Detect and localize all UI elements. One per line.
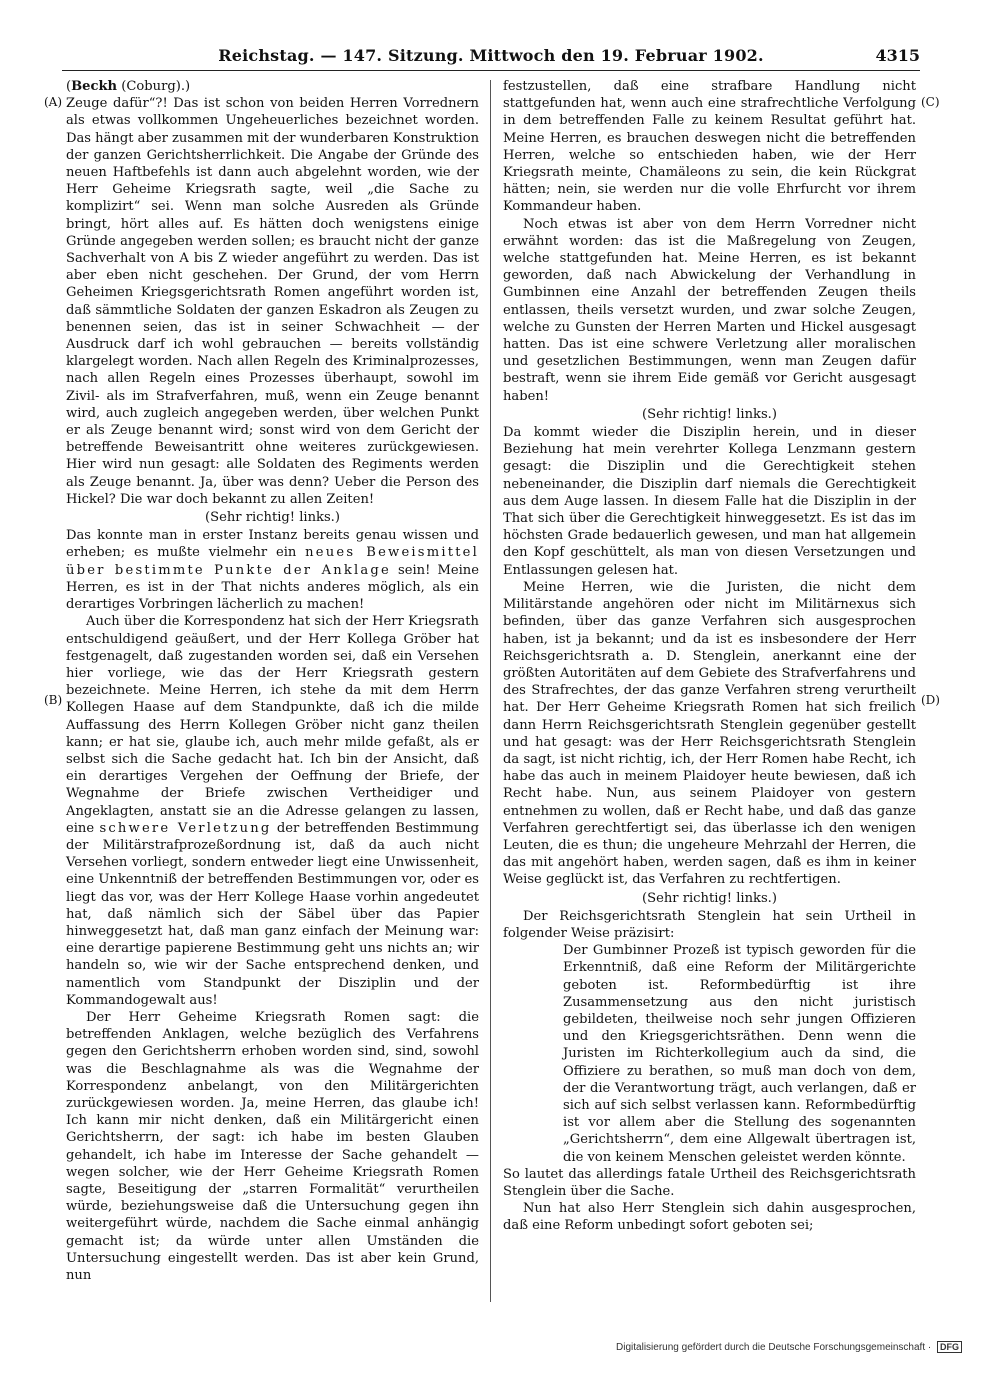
paragraph: Nun hat also Herr Stenglein sich dahin ausgesprochen, daß eine Reform unbedingt sofort geboten sei; — [503, 1201, 916, 1234]
emphasis-text: neues Beweismittel über bestimmte Punkte der Anklage — [66, 545, 479, 578]
footer-text: Digitalisierung gefördert durch die Deutsche Forschungsgemeinschaft · — [616, 1342, 932, 1353]
paragraph: Der Reichsgerichtsrath Stenglein hat sein Urtheil in folgender Weise präzisirt: — [503, 908, 916, 941]
applause-note: (Sehr richtig! links.) — [205, 510, 340, 526]
digitization-footer — [616, 1341, 962, 1353]
speaker-suffix: (Coburg).) — [121, 79, 191, 94]
speaker-name: Beckh — [71, 79, 118, 94]
page-header — [62, 44, 920, 71]
speaker-line: (Beckh (Coburg).) — [66, 79, 191, 94]
margin-marker-b: (B) — [44, 693, 63, 707]
paragraph: Meine Herren, wie die Juristen, die nicht dem Militärstande angehören oder nicht im Militärnexus sich befinden, über das ganze Verfahren sich ausgesprochen haben, ist ja bekannt; und da ist es insbesondere der Herr Reichsgerichtsrath a. D. Stenglein, anerkannt eine der größten Autoritäten auf dem Gebiete des Strafverfahrens und des Strafrechtes, der das ganze Verfahren streng verurtheilt hat. Der Herr Geheime Kriegsrath Romen hat sich freilich dann Herrn Reichsgerichtsrath Stenglein gegenüber gestellt und hat gesagt: was der Herr Reichsgerichtsrath Stenglein da sagt, ist nicht richtig, ich, der Herr Romen habe Recht, ich habe das auch in meinem Plaidoyer heute bewiesen, daß ich Recht habe. Nun, aus seinem Plaidoyer von gestern entnehmen zu wollen, daß er Recht habe, und daß das ganze Verfahren gerechtfertigt sei, das überlasse ich den wenigen Leuten, die es thun; die ungeheure Mehrzahl der Herren, die das mit angehört haben, werden sagen, daß es ihm in keiner Weise geglückt ist, das Verfahren zu rechtfertigen. — [503, 579, 916, 888]
emphasis-text: schwere Verletzung — [99, 820, 272, 836]
text-run: Das konnte man in erster Instanz bereits genau wissen und erheben; es mußte vielmehr ein — [66, 528, 479, 561]
paragraph: Der Herr Geheime Kriegsrath Romen sagt: die betreffenden Anklagen, welche bezüglich des Verfahrens gegen den Gerichtsherrn erhoben worden sind, sind, sowohl was die Beschlagnahme als was die Wegnahme der Korrespondenz anbelangt, von den Militärgerichten zurückgewiesen worden. Ja, meine Herren, das glaube ich! Ich kann mir nicht denken, daß ein Militärgericht einen Gerichtsherrn, der sagt: ich habe im besten Glauben gehandelt, ich habe im Interesse der Sache gehandelt — wegen solcher, wie der Herr Geheime Kriegsrath Romen sagte, Beseitigung der „starren Formalität“ verurtheilen würde, beziehungsweise daß die Untersuchung gegen ihn weitergeführt würde, nachdem die Sache einmal anhängig gemacht ist; da würde unter allen Umständen die Untersuchung eingestellt werden. Das ist aber kein Grund, nun — [66, 1009, 479, 1284]
left-column — [66, 78, 479, 1284]
applause-note: (Sehr richtig! links.) — [642, 890, 777, 906]
paragraph: Zeuge dafür“?! Das ist schon von beiden Herren Vorrednern als etwas vollkommen Ungeheuerliches bezeichnet worden. Das hängt aber zusammen mit der wunderbaren Konstruktion der ganzen Gerichtsherrlichkeit. Die Angabe der Gründe des neuen Haftbefehls ist dann auch abgelehnt worden, wie der Herr Geheime Kriegsrath sagte, weil „die Sache zu komplizirt“ sei. Wenn man solche Ausreden als Gründe bringt, hört alles auf. Es hätten doch wenigstens einige Gründe angegeben werden sollen; es braucht nicht der ganze Sachverhalt von A bis Z wieder angeführt zu werden. Das ist aber eben nicht geschehen. Der Grund, der vom Herrn Geheimen Kriegsgerichtsrath Romen angeführt worden ist, daß sämmtliche Soldaten der ganzen Eskadron als Zeugen zu benennen seien, das ist in seiner Schwachheit — der Ausdruck darf ich wohl gebrauchen — bereits vollständig klargelegt worden. Nach allen Regeln des Kriminalprozesses, nach allen Regeln eines Prozesses überhaupt, sowohl im Zivil- als im Strafverfahren, muß, wenn ein Zeuge benannt wird, auch zugleich angegeben werden, über welchen Punkt er als Zeuge benannt wird; sonst wird von dem Gericht der betreffende Beweisantritt ohne weiteres zurückgewiesen. Hier wird nun gesagt: alle Soldaten des Regiments werden als Zeuge benannt. Ja, über was denn? Ueber die Person des Hickel? Die war doch bekannt zu allen Zeiten! — [66, 96, 480, 507]
paragraph: Da kommt wieder die Disziplin herein, und in dieser Beziehung hat mein verehrter Kollega Lenzmann gestern gesagt: die Disziplin und die Gerechtigkeit stehen nebeneinander, die Disziplin darf niemals die Gerechtigkeit aus dem Auge lassen. In diesem Falle hat die Disziplin in der That sich über die Gerechtigkeit hinweggesetzt. Es ist das im höchsten Grade bedauerlich gewesen, und man hat allgemein den Kopf geschüttelt, als man von diesen Versetzungen und Entlassungen gelesen hat. — [503, 425, 916, 578]
margin-marker-a: (A) — [44, 95, 63, 109]
text-run: Auch über die Korrespondenz hat sich der Herr Kriegsrath entschuldigend geäußert, und der Herr Kollega Gröber hat festgenagelt, daß zugestanden worden sei, daß ein Versehen hier vorliege, wie das der Herr Kriegsrath gestern bezeichnete. Meine Herren, ich stehe da mit dem Herrn Kollegen Haase auf dem Standpunkte, daß ich die milde Auffassung des Herrn Kollegen Gröber nicht ganz theilen kann; er hat sie, glaube ich, auch mehr milde gefaßt, als er selbst sich die Sache gedacht hat. Ich bin der Ansicht, daß ein derartiges Vergehen der Oeffnung der Briefe, der Wegnahme der Briefe zwischen Vertheidiger und Angeklagten, anstatt sie an die Adresse gelangen zu lassen, eine — [66, 614, 479, 836]
page-number: 4315 — [875, 46, 920, 65]
applause-note: (Sehr richtig! links.) — [642, 406, 777, 422]
dfg-logo: DFG — [937, 1341, 962, 1353]
paragraph: festzustellen, daß eine strafbare Handlung nicht stattgefunden hat, wenn auch eine strafrechtliche Verfolgung in dem betreffenden Falle zu keinem Resultat geführt hat. Meine Herren, es brauchen deswegen nicht die betreffenden Herren, welche so entschieden haben, wie der Herr Kriegsrath meinte, Chamäleons zu sein, die kein Rückgrat hätten; nein, sie werden nur die volle Ehrfurcht vor ihrem Kommandeur haben. — [503, 79, 916, 215]
right-column — [503, 78, 916, 1235]
paragraph — [66, 527, 479, 613]
text-run: sein! Meine Herren, es ist in der That nichts anderes möglich, als ein derartiges Vorbringen lächerlich zu machen! — [66, 562, 479, 613]
margin-marker-c: (C) — [921, 95, 940, 109]
running-title: Reichstag. — 147. Sitzung. Mittwoch den 19. Februar 1902. — [218, 46, 764, 65]
paragraph: So lautet das allerdings fatale Urtheil des Reichsgerichtsrath Stenglein über die Sache. — [503, 1166, 916, 1199]
column-divider — [490, 80, 491, 1302]
paragraph: Noch etwas ist aber von dem Herrn Vorredner nicht erwähnt worden: das ist die Maßregelung von Zeugen, welche stattgefunden hat. Meine Herren, es ist bekannt geworden, daß nach Abwickelung der Verhandlung in Gumbinnen eine Anzahl der betreffenden Zeugen theils entlassen, theils versetzt wurden, und zwar solche Zeugen, welche zu Gunsten der Herren Marten und Hickel ausgesagt hatten. Das ist eine schwere Verletzung aller moralischen und gesetzlichen Bestimmungen, wenn man Zeugen dafür bestraft, wenn sie ihrem Eide gemäß vor Gericht ausgesagt haben! — [503, 216, 916, 404]
block-quote: Der Gumbinner Prozeß ist typisch geworden für die Erkenntniß, daß eine Reform der Militärgerichte geboten ist. Reformbedürftig ist ihre Zusammensetzung aus den nicht juristisch gebildeten, theilweise noch sehr jungen Offizieren und den Kriegsgerichtsräthen. Denn wenn die Juristen im Richterkollegium auch da sind, die Offiziere zu berathen, so muß man doch von dem, der die Verantwortung trägt, auch verlangen, daß er sich auf sich selbst verlassen kann. Reformbedürftig ist vor allem aber die Stellung des sogenannten „Gerichtsherrn“, dem eine Allgewalt übertragen ist, die von keinem Menschen geleistet werden könnte. — [563, 943, 916, 1165]
text-run: der betreffenden Bestimmung der Militärstrafprozeßordnung ist, daß da auch nicht Versehen vorliegt, sondern entweder liegt eine Unwissenheit, eine Unkenntniß der betreffenden Bestimmungen vor, oder es liegt das vor, was der Herr Kollege Haase vorhin angedeutet hat, daß nämlich sich der Säbel über das Papier hinweggesetzt hat, daß man ganz einfach der Meinung war: eine derartige papierene Bestimmung geht uns nichts an; wir handeln so, wie wir der Sache entsprechend denken, und namentlich vom Standpunkt der Disziplin und der Kommandogewalt aus! — [66, 820, 479, 1008]
paragraph — [66, 613, 479, 1009]
margin-marker-d: (D) — [921, 693, 940, 707]
